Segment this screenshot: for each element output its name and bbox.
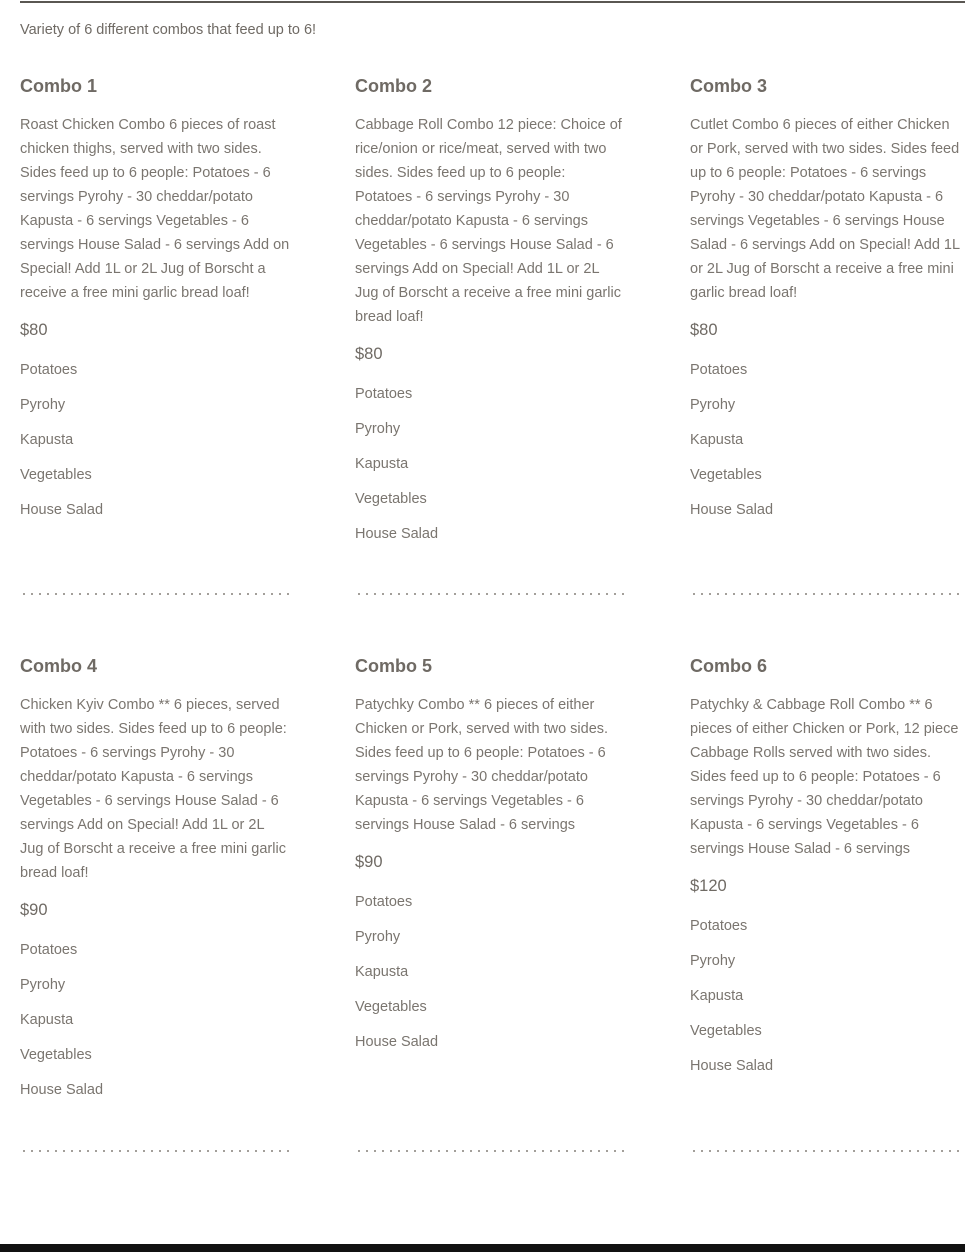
combo-card-4: [20, 655, 290, 1115]
dotted-divider: [20, 1150, 290, 1152]
combo-card-5: [355, 655, 625, 1067]
sides-list: [355, 892, 625, 1052]
side-item-vegetables: Vegetables: [690, 467, 762, 483]
side-item-kapusta: Kapusta: [20, 432, 74, 448]
side-item-kapusta: Kapusta: [690, 432, 744, 448]
side-item-kapusta: Kapusta: [20, 1012, 74, 1028]
sides-list: [20, 360, 290, 520]
combo-description: Patychky Combo ** 6 pieces of either Chicken or Pork, served with two sides. Sides feed up to 6 people: Potatoes - 6 servings Pyrohy - 30 cheddar/potato Kapusta - 6 servings Vegetables - 6 servings House Salad - 6 servings: [355, 697, 609, 833]
side-item-pyrohy: Pyrohy: [690, 397, 736, 413]
combo-description: Cutlet Combo 6 pieces of either Chicken or Pork, served with two sides. Sides feed up to 6 people: Potatoes - 6 servings Pyrohy - 30 cheddar/potato Kapusta - 6 servings Vegetables - 6 servings House Salad - 6 servings Add on Special! Add 1L or 2L Jug of Borscht a receive a free mini garlic bread loaf!: [690, 117, 960, 301]
combo-title: Combo 4: [20, 656, 98, 676]
side-item-pyrohy: Pyrohy: [355, 929, 401, 945]
top-divider: [20, 1, 965, 3]
side-item-vegetables: Vegetables: [355, 491, 427, 507]
combo-price: $80: [690, 321, 718, 339]
dotted-divider: [355, 1150, 625, 1152]
side-item-house-salad: House Salad: [690, 502, 774, 518]
combo-row: [20, 75, 965, 655]
side-item-potatoes: Potatoes: [355, 386, 413, 402]
combo-title: Combo 1: [20, 76, 98, 96]
intro-text: Variety of 6 different combos that feed up to 6!: [20, 22, 317, 38]
sides-list: [690, 916, 960, 1076]
side-item-house-salad: House Salad: [355, 526, 439, 542]
combo-price: $90: [355, 853, 383, 871]
combo-card-2: [355, 75, 625, 559]
side-item-kapusta: Kapusta: [690, 988, 744, 1004]
combo-price: $80: [20, 321, 48, 339]
side-item-vegetables: Vegetables: [20, 467, 92, 483]
combo-description: Cabbage Roll Combo 12 piece: Choice of rice/onion or rice/meat, served with two sides. Sides feed up to 6 people: Potatoes - 6 servings Pyrohy - 30 cheddar/potato Kapusta - 6 servings Vegetables - 6 servings House Salad - 6 servings Add on Special! Add 1L or 2L Jug of Borscht a receive a free mini garlic bread loaf!: [355, 117, 622, 325]
side-item-potatoes: Potatoes: [20, 942, 78, 958]
combo-price: $120: [690, 877, 727, 895]
side-item-pyrohy: Pyrohy: [20, 977, 66, 993]
sides-list: [690, 360, 960, 520]
combo-description: Roast Chicken Combo 6 pieces of roast chicken thighs, served with two sides. Sides feed up to 6 people: Potatoes - 6 servings Pyrohy - 30 cheddar/potato Kapusta - 6 servings Vegetables - 6 servings House Salad - 6 servings Add on Special! Add 1L or 2L Jug of Borscht a receive a free mini garlic bread loaf!: [20, 117, 290, 301]
combo-card-6: [690, 655, 960, 1091]
side-item-potatoes: Potatoes: [690, 362, 748, 378]
combo-price: $90: [20, 901, 48, 919]
dotted-divider: [690, 1150, 965, 1152]
combo-card-1: [20, 75, 290, 535]
sides-list: [355, 384, 625, 544]
dotted-divider: [20, 593, 290, 595]
side-item-potatoes: Potatoes: [355, 894, 413, 910]
side-item-pyrohy: Pyrohy: [355, 421, 401, 437]
sides-list: [20, 940, 290, 1100]
side-item-house-salad: House Salad: [355, 1034, 439, 1050]
combo-row: [20, 655, 965, 1155]
combo-description: Chicken Kyiv Combo ** 6 pieces, served with two sides. Sides feed up to 6 people: Potatoes - 6 servings Pyrohy - 30 cheddar/potato Kapusta - 6 servings Vegetables - 6 servings House Salad - 6 servings Add on Special! Add 1L or 2L Jug of Borscht a receive a free mini garlic bread loaf!: [20, 697, 287, 881]
combo-title: Combo 2: [355, 76, 433, 96]
combo-card-3: [690, 75, 960, 535]
side-item-potatoes: Potatoes: [690, 918, 748, 934]
side-item-vegetables: Vegetables: [355, 999, 427, 1015]
combo-title: Combo 6: [690, 656, 768, 676]
side-item-house-salad: House Salad: [20, 1082, 104, 1098]
side-item-potatoes: Potatoes: [20, 362, 78, 378]
combo-price: $80: [355, 345, 383, 363]
side-item-pyrohy: Pyrohy: [690, 953, 736, 969]
side-item-kapusta: Kapusta: [355, 964, 409, 980]
side-item-vegetables: Vegetables: [690, 1023, 762, 1039]
side-item-house-salad: House Salad: [20, 502, 104, 518]
side-item-house-salad: House Salad: [690, 1058, 774, 1074]
dotted-divider: [355, 593, 625, 595]
dotted-divider: [690, 593, 965, 595]
combo-grid: [20, 75, 965, 1155]
side-item-pyrohy: Pyrohy: [20, 397, 66, 413]
footer-bar: [0, 1244, 965, 1252]
combo-description: Patychky & Cabbage Roll Combo ** 6 pieces of either Chicken or Pork, 12 piece Cabbage Rolls served with two sides. Sides feed up to 6 people: Potatoes - 6 servings Pyrohy - 30 cheddar/potato Kapusta - 6 servings Vegetables - 6 servings House Salad - 6 servings: [690, 697, 959, 857]
combo-title: Combo 5: [355, 656, 433, 676]
side-item-vegetables: Vegetables: [20, 1047, 92, 1063]
side-item-kapusta: Kapusta: [355, 456, 409, 472]
combo-title: Combo 3: [690, 76, 768, 96]
